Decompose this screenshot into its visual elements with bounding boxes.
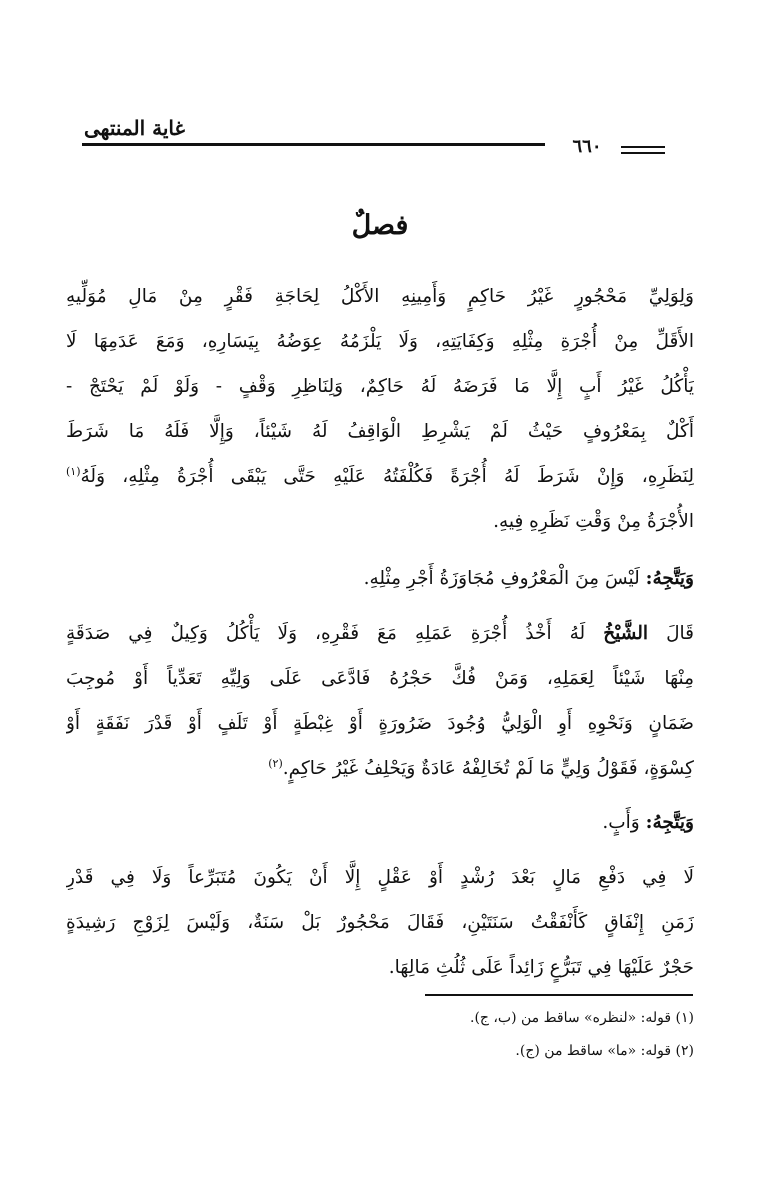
text-line: ضَمَانٍ وَنَحْوِهِ أَوِ الْوَلِيُّ وُجُودَ ضَرُورَةٍ أَوْ غِبْطَةٍ أَوْ تَلَفٍ أَوْ قَدْرَ نَفَقَةٍ أَوْ [66, 713, 694, 734]
lead-term: وَيَتَّجِهُ: [645, 568, 694, 589]
header-rule [82, 143, 545, 146]
text-segment: لَهُ أَخْذُ أُجْرَةِ عَمَلِهِ مَعَ فَقْرِهِ، وَلَا يَأْكُلُ وَكِيلٌ فِي صَدَقَةٍ [66, 623, 604, 644]
text-line: أَكْلٌ بِمَعْرُوفٍ حَيْثُ لَمْ يَشْرِطِ الْوَاقِفُ لَهُ شَيْئاً، وَإِلَّا فَلَهُ مَا شَرَطَ [66, 421, 694, 442]
page-number-rule-bottom [621, 152, 665, 154]
footnote-ref-2: (٢) [268, 756, 283, 770]
text-line: حَجْرٌ عَلَيْهَا فِي تَبَرُّعٍ زَائِداً عَلَى ثُلُثِ مَالِهَا. [388, 957, 694, 978]
text-segment: لِنَظَرِهِ، وَإِنْ شَرَطَ لَهُ أُجْرَةً فَكُلْفَتُهُ عَلَيْهِ حَتَّى يَبْقَى أُجْرَةُ مِثْلِهِ، وَلَهُ [80, 466, 694, 487]
text-line: الأُجْرَةُ مِنْ وَقْتِ نَظَرِهِ فِيهِ. [493, 511, 694, 532]
text-line [66, 556, 694, 601]
text-line: الأَقَلِّ مِنْ أُجْرَةِ مِثْلِهِ وَكِفَايَتِهِ، وَلَا يَلْزَمُهُ عِوَضُهُ بِيَسَارِهِ، وَمَعَ عَدَمِهَا لَا [66, 331, 694, 352]
text-line: لَا فِي دَفْعِ مَالٍ بَعْدَ رُشْدٍ أَوْ عَقْلٍ إِلَّا أَنْ يَكُونَ مُتَبَرِّعاً وَلَا فِي قَدْرِ [66, 867, 694, 888]
footnote-1: (١) قوله: «لنظره» ساقط من (ب، ج). [470, 1010, 694, 1026]
text-line: وَلِوَلِيِّ مَحْجُورٍ غَيْرُ حَاكِمٍ وَأَمِينِهِ الأَكْلُ لِحَاجَةِ فَقْرٍ مِنْ مَالِ مُوَلِّيهِ [66, 286, 694, 307]
footnote-2: (٢) قوله: «ما» ساقط من (ج). [515, 1043, 694, 1059]
page-number-rule-top [621, 146, 665, 148]
text-line: يَأْكُلُ غَيْرُ أَبٍ إِلَّا مَا فَرَضَهُ لَهُ حَاكِمٌ، وَلِنَاظِرِ وَقْفٍ - وَلَوْ لَمْ يَحْتَجْ - [66, 376, 694, 397]
text-line [66, 800, 694, 845]
page-number: ٦٦٠ [572, 136, 602, 157]
footnote-ref-1: (١) [66, 464, 81, 478]
paragraph-not-in-payment [66, 855, 694, 990]
text-line: زَمَنِ إِنْفَاقٍ كَأَنْفَقْتُ سَنَتَيْنِ، فَقَالَ مَحْجُورٌ بَلْ سَنَةٌ، وَلَيْسَ لِزَوْجِ رَشِيدَةٍ [66, 912, 694, 933]
text-segment: وَأَبٍ. [602, 812, 646, 833]
text-segment: كِسْوَةٍ، فَقَوْلُ وَلِيٍّ مَا لَمْ تُخَالِفْهُ عَادَةٌ وَيَحْلِفُ غَيْرُ حَاكِمٍ. [282, 758, 694, 779]
text-line: مِنْهَا شَيْئاً لِعَمَلِهِ، وَمَنْ فُكَّ حَجْرُهُ فَادَّعَى عَلَى وَلِيِّهِ تَعَدِّياً أَوْ مُوجِبَ [66, 668, 694, 689]
text-line [66, 746, 694, 791]
paragraph-sheikh [66, 611, 694, 791]
paragraph-yattajih-1 [66, 556, 694, 601]
text-line [66, 454, 694, 499]
lead-term: الشَّيْخُ [603, 623, 649, 644]
text-line [66, 611, 694, 656]
lead-term: وَيَتَّجِهُ: [645, 812, 694, 833]
text-segment: لَيْسَ مِنَ الْمَعْرُوفِ مُجَاوَزَةُ أَجْرِ مِثْلِهِ. [363, 568, 646, 589]
paragraph-guardian-eating [66, 274, 694, 544]
running-header-title: غاية المنتهى [84, 116, 185, 140]
paragraph-yattajih-2 [66, 800, 694, 845]
section-title: فصلٌ [351, 210, 409, 241]
text-segment: قَالَ [648, 623, 694, 644]
footnote-separator [425, 994, 693, 996]
